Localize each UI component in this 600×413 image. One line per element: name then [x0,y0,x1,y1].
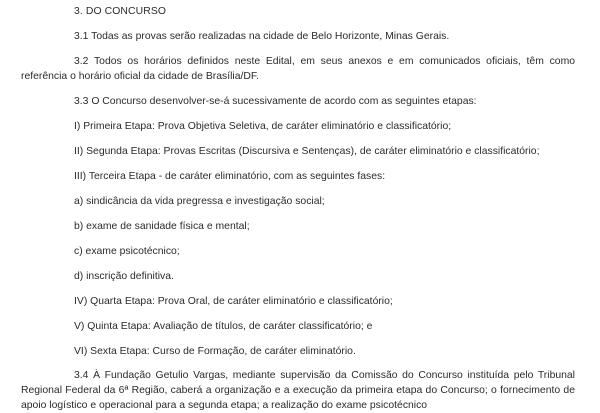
phase-d-item: d) inscrição definitiva. [74,271,174,282]
stage-2-item: II) Segunda Etapa: Provas Escritas (Discursiva e Sentenças), de caráter eliminatório e classificatório; [74,146,540,157]
stage-6-item: VI) Sexta Etapa: Curso de Formação, de caráter eliminatório. [74,346,356,357]
stage-5-item: V) Quinta Etapa: Avaliação de títulos, de caráter classificatório; e [74,321,373,332]
stage-1-item: I) Primeira Etapa: Prova Objetiva Seletiva, de caráter eliminatório e classificatório; [74,121,452,132]
paragraph-3-4: 3.4 À Fundação Getulio Vargas, mediante supervisão da Comissão do Concurso instituída pelo Tribunal Regional Federal da 6ª Região, caberá a organização e a execução da primeira etapa do Concurso; o fornecimento de apoio logístico e operacional para a segunda etapa; a realização do exame psicotécnico [21,370,575,411]
section-title: 3. DO CONCURSO [74,6,167,17]
phase-a-item: a) sindicância da vida pregressa e investigação social; [74,196,325,207]
phase-c-item: c) exame psicotécnico; [74,246,180,257]
paragraph-3-1: 3.1 Todas as provas serão realizadas na cidade de Belo Horizonte, Minas Gerais. [74,31,450,42]
stage-3-item: III) Terceira Etapa - de caráter eliminatório, com as seguintes fases: [74,171,386,182]
paragraph-3-2: 3.2 Todos os horários definidos neste Edital, em seus anexos e em comunicados oficiais, têm como referência o horário oficial da cidade de Brasília/DF. [21,56,575,82]
phase-b-item: b) exame de sanidade física e mental; [74,221,250,232]
stage-4-item: IV) Quarta Etapa: Prova Oral, de caráter eliminatório e classificatório; [74,296,393,307]
paragraph-3-3: 3.3 O Concurso desenvolver-se-á sucessivamente de acordo com as seguintes etapas: [74,96,477,107]
